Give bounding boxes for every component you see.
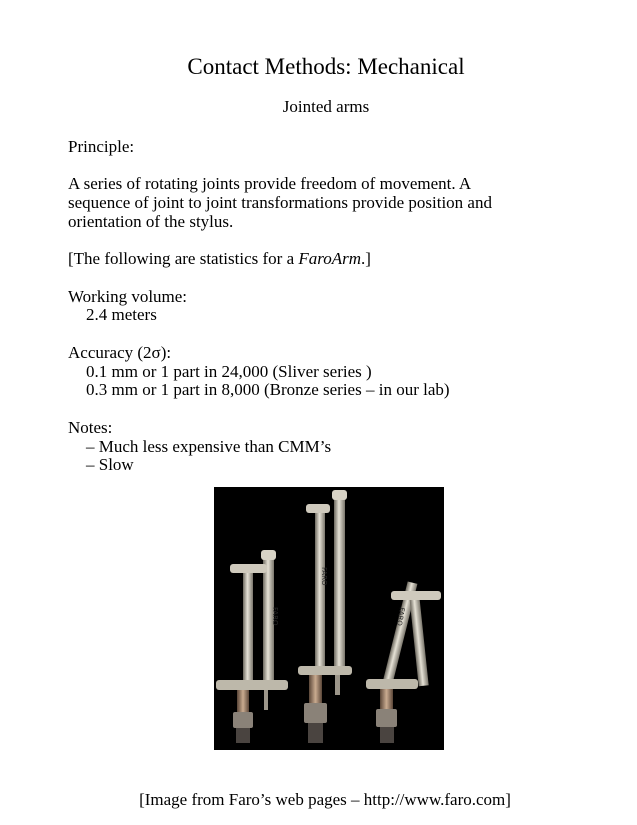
stats-note-suffix: .] <box>361 249 371 268</box>
principle-heading: Principle: <box>68 137 135 156</box>
stats-note-product: FaroArm <box>298 249 362 268</box>
arm-label: FARO <box>271 607 279 626</box>
accuracy-item: 0.3 mm or 1 part in 8,000 (Bronze series – in our lab) <box>86 380 450 399</box>
notes-heading: Notes: <box>68 418 113 437</box>
page-title: Contact Methods: Mechanical <box>187 54 465 79</box>
accuracy-item: 0.1 mm or 1 part in 24,000 (Sliver series ) <box>86 362 372 381</box>
faro-arms-photo <box>214 487 444 750</box>
principle-line: orientation of the stylus. <box>68 212 234 231</box>
principle-line: A series of rotating joints provide freedom of movement. A <box>68 174 472 193</box>
accuracy-heading: Accuracy (2σ): <box>68 343 172 362</box>
arm-label: FARO <box>394 606 406 627</box>
stats-note <box>68 249 371 269</box>
notes-item: – Much less expensive than CMM’s <box>86 437 332 456</box>
page-subtitle: Jointed arms <box>282 97 370 116</box>
working-volume-value: 2.4 meters <box>86 305 157 324</box>
faro-arms-illustration <box>214 487 444 750</box>
principle-line: sequence of joint to joint transformations provide position and <box>68 193 492 212</box>
arm-label: FARO <box>320 567 328 586</box>
working-volume-heading: Working volume: <box>68 287 188 306</box>
stats-note-prefix: [The following are statistics for a <box>68 249 299 268</box>
notes-item: – Slow <box>86 455 134 474</box>
image-caption: [Image from Faro’s web pages – http://www.faro.com] <box>139 790 511 809</box>
